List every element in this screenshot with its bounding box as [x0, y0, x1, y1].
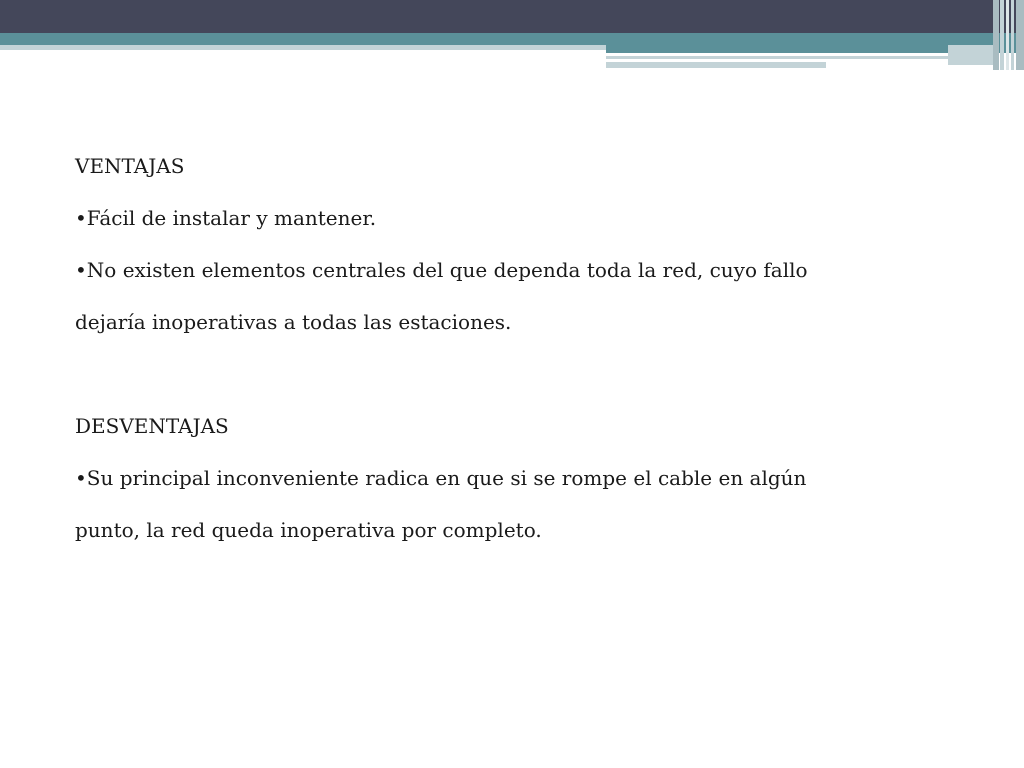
- header-corner-stripe-4: [1011, 0, 1014, 70]
- header-corner-stripe-1: [993, 0, 999, 70]
- advantage-item-no-central-elements: •No existen elementos centrales del que dependa toda la red, cuyo fallo: [75, 258, 808, 282]
- disadvantage-item-cable-break-cont: punto, la red queda inoperativa por completo.: [75, 518, 542, 542]
- advantages-section: [75, 140, 955, 348]
- disadvantages-section: [75, 400, 955, 556]
- section-spacer: [75, 348, 955, 400]
- disadvantage-item-cable-break: •Su principal inconveniente radica en que si se rompe el cable en algún: [75, 466, 807, 490]
- header-light-line-right: [606, 56, 948, 59]
- advantage-item-easy-install: •Fácil de instalar y mantener.: [75, 206, 377, 230]
- header-corner-stripe-2: [1000, 0, 1004, 70]
- header-light-strip-left: [0, 45, 606, 50]
- header-dark-band: [0, 0, 1024, 33]
- header-corner-stripe-3: [1006, 0, 1009, 70]
- slide-header-decoration: [0, 0, 1024, 80]
- header-right-panel: [948, 45, 998, 65]
- advantages-heading: VENTAJAS: [75, 154, 185, 178]
- slide-body: [75, 140, 955, 556]
- header-light-line-short: [606, 62, 826, 68]
- disadvantages-heading: DESVENTAJAS: [75, 414, 229, 438]
- header-teal-band: [0, 33, 1024, 45]
- advantage-item-no-central-elements-cont: dejaría inoperativas a todas las estaciones.: [75, 310, 512, 334]
- header-corner-stripe-5: [1016, 0, 1024, 70]
